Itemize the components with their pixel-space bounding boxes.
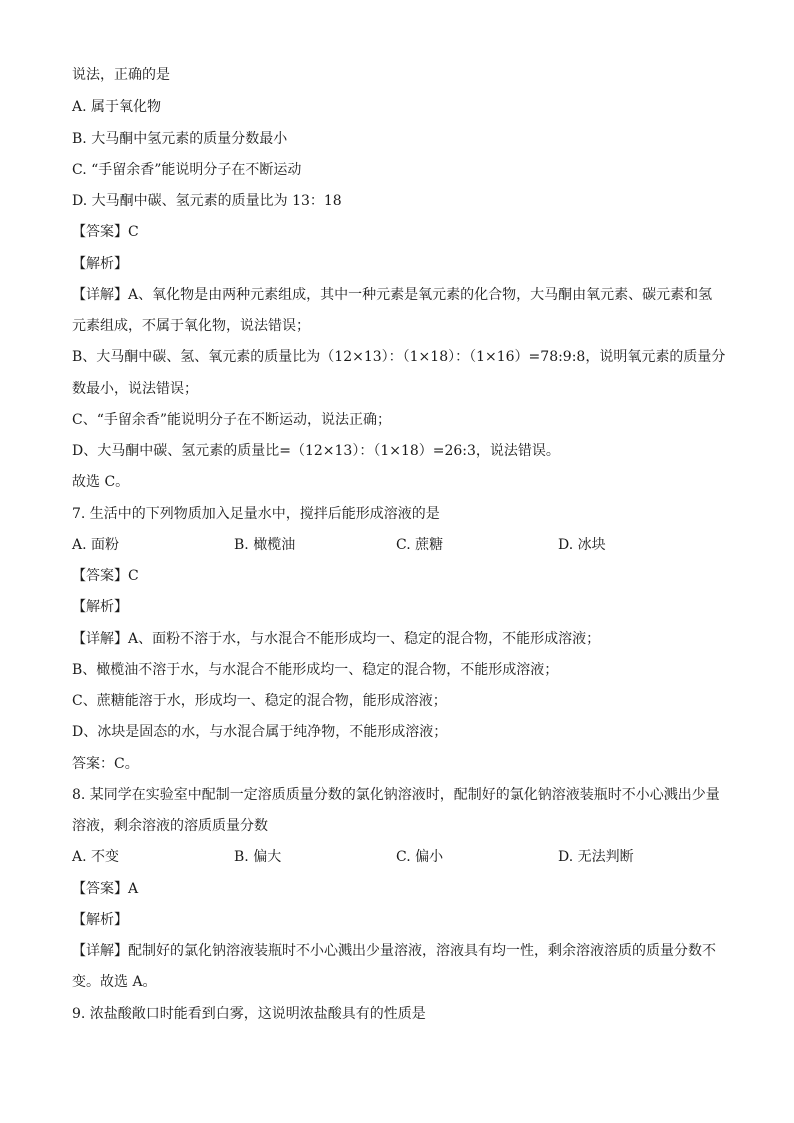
q6-conclusion: 故选 C。 — [72, 474, 130, 490]
q7-conclusion: 答案：C。 — [72, 756, 139, 772]
q7-option-b: B. 橄榄油 — [234, 537, 296, 553]
q6-detail-line-1: 【详解】A、氧化物是由两种元素组成，其中一种元素是氧元素的化合物，大马酮由氧元素、碳元素和氢 — [72, 287, 713, 303]
q8-answer: 【答案】A — [72, 881, 139, 897]
q6-answer: 【答案】C — [72, 224, 139, 240]
q8-option-c: C. 偏小 — [396, 849, 444, 865]
q8-analysis-heading: 【解析】 — [72, 912, 128, 928]
q6-option-b: B. 大马酮中氢元素的质量分数最小 — [72, 131, 288, 147]
q6-detail-line-4: 数最小，说法错误； — [72, 381, 198, 397]
q8-detail-line-1: 【详解】配制好的氯化钠溶液装瓶时不小心溅出少量溶液，溶液具有均一性，剩余溶液溶质的质量分数不 — [72, 943, 716, 959]
q8-detail-line-2: 变。故选 A。 — [72, 974, 157, 990]
q6-option-d: D. 大马酮中碳、氢元素的质量比为 13：18 — [72, 193, 342, 209]
q6-option-c: C. “手留余香”能说明分子在不断运动 — [72, 162, 302, 178]
q8-option-d: D. 无法判断 — [558, 849, 634, 865]
q7-option-c: C. 蔗糖 — [396, 537, 444, 553]
q8-option-a: A. 不变 — [72, 849, 120, 865]
question-8-stem-line-1: 8. 某同学在实验室中配制一定溶质质量分数的氯化钠溶液时，配制好的氯化钠溶液装瓶时不小心溅出少量 — [72, 787, 720, 803]
question-9-stem: 9. 浓盐酸敞口时能看到白雾，这说明浓盐酸具有的性质是 — [72, 1006, 426, 1022]
q8-options-row — [72, 848, 722, 866]
q7-option-d: D. 冰块 — [558, 537, 606, 553]
q7-detail-line-2: B、橄榄油不溶于水，与水混合不能形成均一、稳定的混合物，不能形成溶液； — [72, 662, 559, 678]
q7-option-a: A. 面粉 — [72, 537, 120, 553]
q7-options-row — [72, 536, 722, 554]
q8-option-b: B. 偏大 — [234, 849, 282, 865]
q7-detail-line-3: C、蔗糖能溶于水，形成均一、稳定的混合物，能形成溶液； — [72, 693, 447, 709]
q7-answer: 【答案】C — [72, 568, 139, 584]
q7-detail-line-4: D、冰块是固态的水，与水混合属于纯净物，不能形成溶液； — [72, 724, 448, 740]
question-7-stem: 7. 生活中的下列物质加入足量水中，搅拌后能形成溶液的是 — [72, 506, 440, 522]
q6-detail-line-6: D、大马酮中碳、氢元素的质量比=（12×13）：（1×18）=26:3，说法错误。 — [72, 443, 560, 459]
question-6-stem-continuation: 说法，正确的是 — [72, 67, 170, 83]
q7-detail-line-1: 【详解】A、面粉不溶于水，与水混合不能形成均一、稳定的混合物，不能形成溶液； — [72, 631, 601, 647]
q6-option-a: A. 属于氧化物 — [72, 99, 162, 115]
q6-detail-line-5: C、“手留余香”能说明分子在不断运动，说法正确； — [72, 412, 392, 428]
question-8-stem-line-2: 溶液，剩余溶液的溶质质量分数 — [72, 818, 268, 834]
q6-detail-line-2: 元素组成，不属于氧化物，说法错误； — [72, 318, 310, 334]
q6-analysis-heading: 【解析】 — [72, 256, 128, 272]
q7-analysis-heading: 【解析】 — [72, 599, 128, 615]
q6-detail-line-3: B、大马酮中碳、氢、氧元素的质量比为（12×13）：（1×18）：（1×16）=78:9:8，说明氧元素的质量分 — [72, 349, 726, 365]
